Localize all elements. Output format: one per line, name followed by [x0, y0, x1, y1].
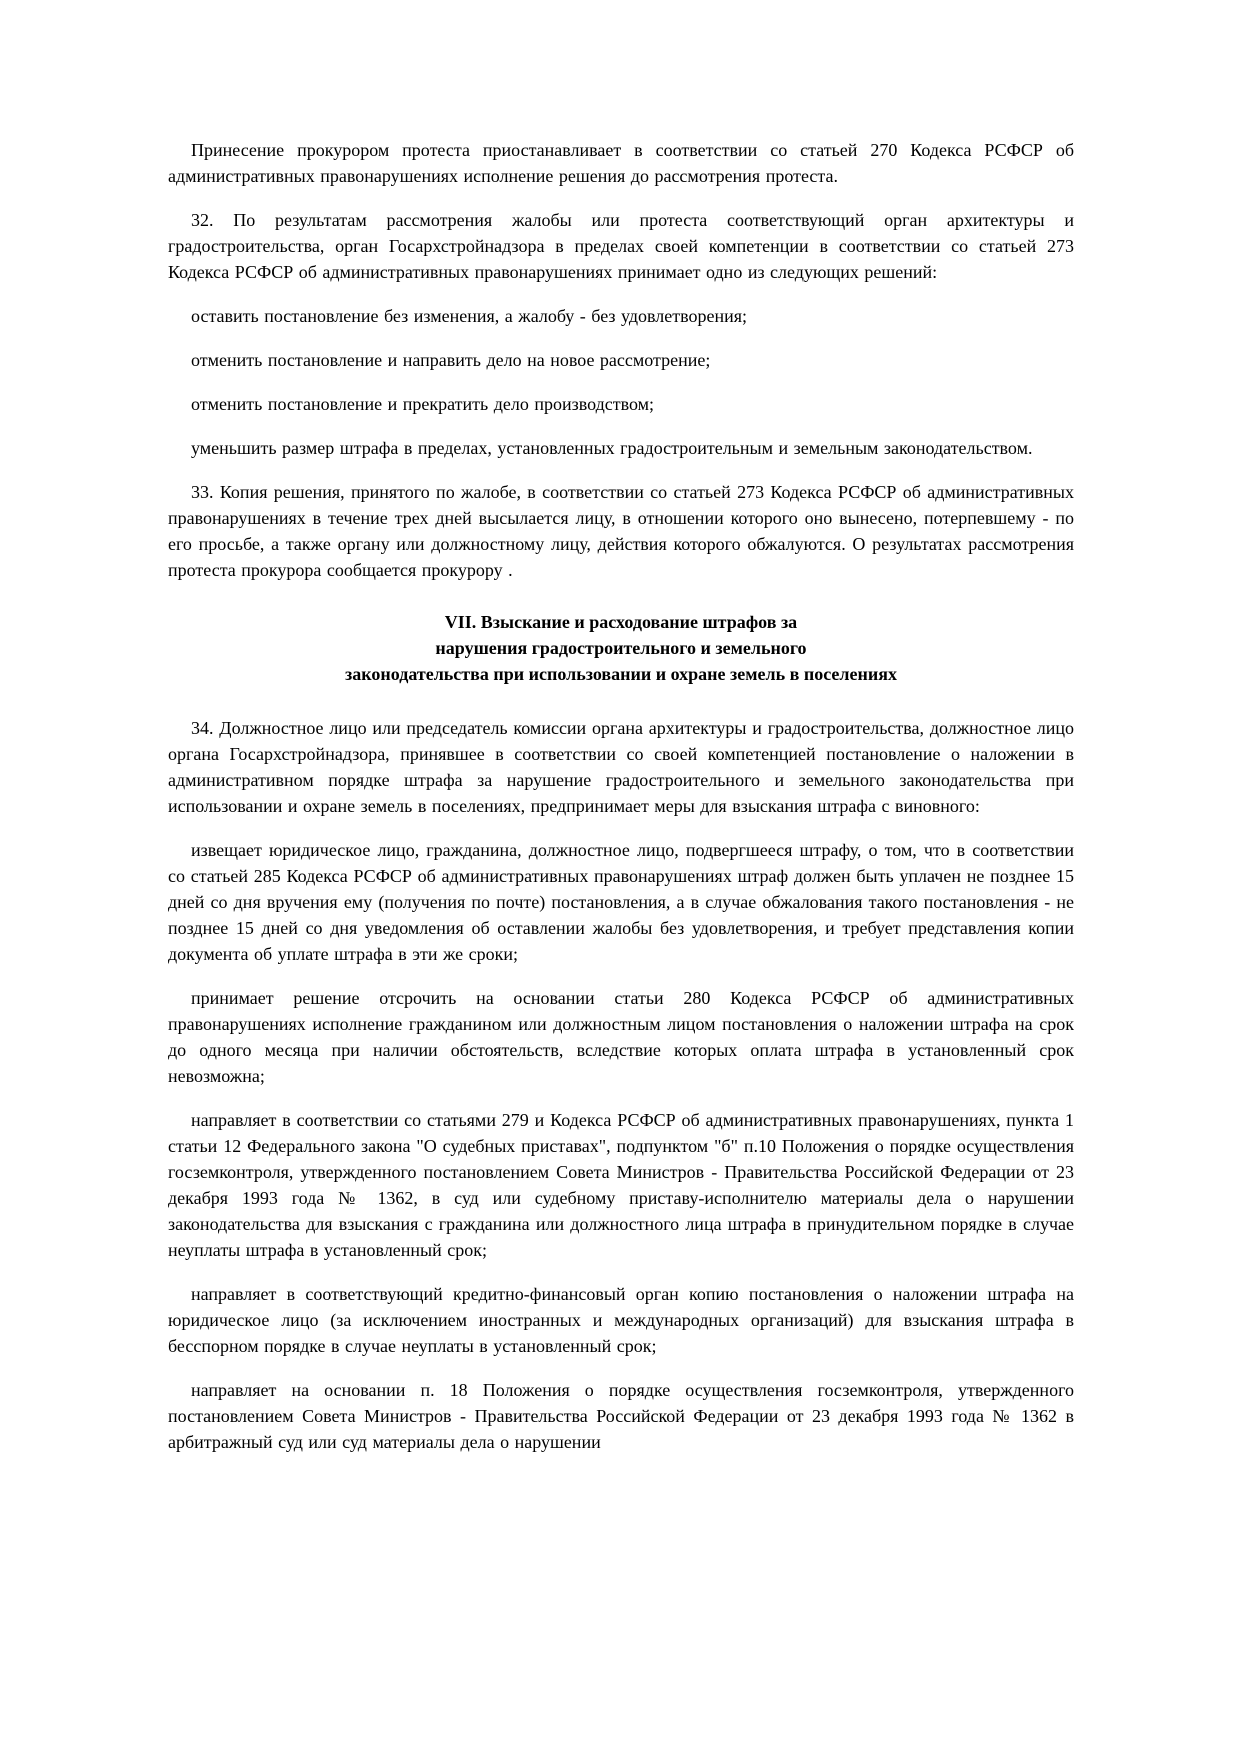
paragraph: направляет в соответствии со статьями 279 и Кодекса РСФСР об административных правонарушениях, пункта 1 статьи 12 Федерального закона "О судебных приставах", подпунктом "б" п.10 Положения о порядке осуществления госземконтроля, утвержденного постановлением Совета Министров - Правительства Российской Федерации от 23 декабря 1993 года № 1362, в суд или судебному приставу-исполнителю материалы дела о нарушении законодательства для взыскания с гражданина или должностного лица штрафа в принудительном порядке в случае неуплаты штрафа в установленный срок; — [168, 1110, 1074, 1260]
section-heading-line: нарушения градостроительного и земельного — [435, 638, 807, 658]
section-heading-line: законодательства при использовании и охране земель в поселениях — [345, 664, 897, 684]
paragraph: извещает юридическое лицо, гражданина, должностное лицо, подвергшееся штрафу, о том, что в соответствии со статьей 285 Кодекса РСФСР об административных правонарушениях штраф должен быть уплачен не позднее 15 дней со дня вручения ему (получения по почте) постановления, а в случае обжалования такого постановления - не позднее 15 дней со дня уведомления об оставлении жалобы без удовлетворения, и требует представления копии документа об уплате штрафа в эти же сроки; — [168, 840, 1074, 964]
paragraph: уменьшить размер штрафа в пределах, установленных градостроительным и земельным законодательством. — [191, 438, 1033, 458]
section-heading — [168, 609, 1074, 687]
paragraph: 33. Копия решения, принятого по жалобе, в соответствии со статьей 273 Кодекса РСФСР об административных правонарушениях в течение трех дней высылается лицу, в отношении которого оно вынесено, потерпевшему - по его просьбе, а также органу или должностному лицу, действия которого обжалуются. О результатах рассмотрения протеста прокурора сообщается прокурору . — [168, 482, 1074, 580]
paragraph: Принесение прокурором протеста приостанавливает в соответствии со статьей 270 Кодекса РСФСР об административных правонарушениях исполнение решения до рассмотрения протеста. — [168, 140, 1074, 186]
paragraph: 32. По результатам рассмотрения жалобы или протеста соответствующий орган архитектуры и градостроительства, орган Госархстройнадзора в пределах своей компетенции в соответствии со статьей 273 Кодекса РСФСР об административных правонарушениях принимает одно из следующих решений: — [168, 210, 1074, 282]
document-body — [168, 137, 1074, 1455]
paragraph: принимает решение отсрочить на основании статьи 280 Кодекса РСФСР об административных правонарушениях исполнение гражданином или должностным лицом постановления о наложении штрафа на срок до одного месяца при наличии обстоятельств, вследствие которых оплата штрафа в установленный срок невозможна; — [168, 988, 1074, 1086]
paragraph: 34. Должностное лицо или председатель комиссии органа архитектуры и градостроительства, должностное лицо органа Госархстройнадзора, принявшее в соответствии со своей компетенцией постановление о наложении в административном порядке штрафа за нарушение градостроительного и земельного законодательства при использовании и охране земель в поселениях, предпринимает меры для взыскания штрафа с виновного: — [168, 718, 1074, 816]
paragraph: оставить постановление без изменения, а жалобу - без удовлетворения; — [191, 306, 748, 326]
paragraph: отменить постановление и направить дело на новое рассмотрение; — [191, 350, 711, 370]
paragraph: направляет на основании п. 18 Положения о порядке осуществления госземконтроля, утвержденного постановлением Совета Министров - Правительства Российской Федерации от 23 декабря 1993 года № 1362 в арбитражный суд или суд материалы дела о нарушении — [168, 1380, 1074, 1452]
paragraph: направляет в соответствующий кредитно-финансовый орган копию постановления о наложении штрафа на юридическое лицо (за исключением иностранных и международных организаций) для взыскания штрафа в бесспорном порядке в случае неуплаты в установленный срок; — [168, 1284, 1074, 1356]
paragraph: отменить постановление и прекратить дело производством; — [191, 394, 655, 414]
section-heading-line: VII. Взыскание и расходование штрафов за — [444, 612, 798, 632]
